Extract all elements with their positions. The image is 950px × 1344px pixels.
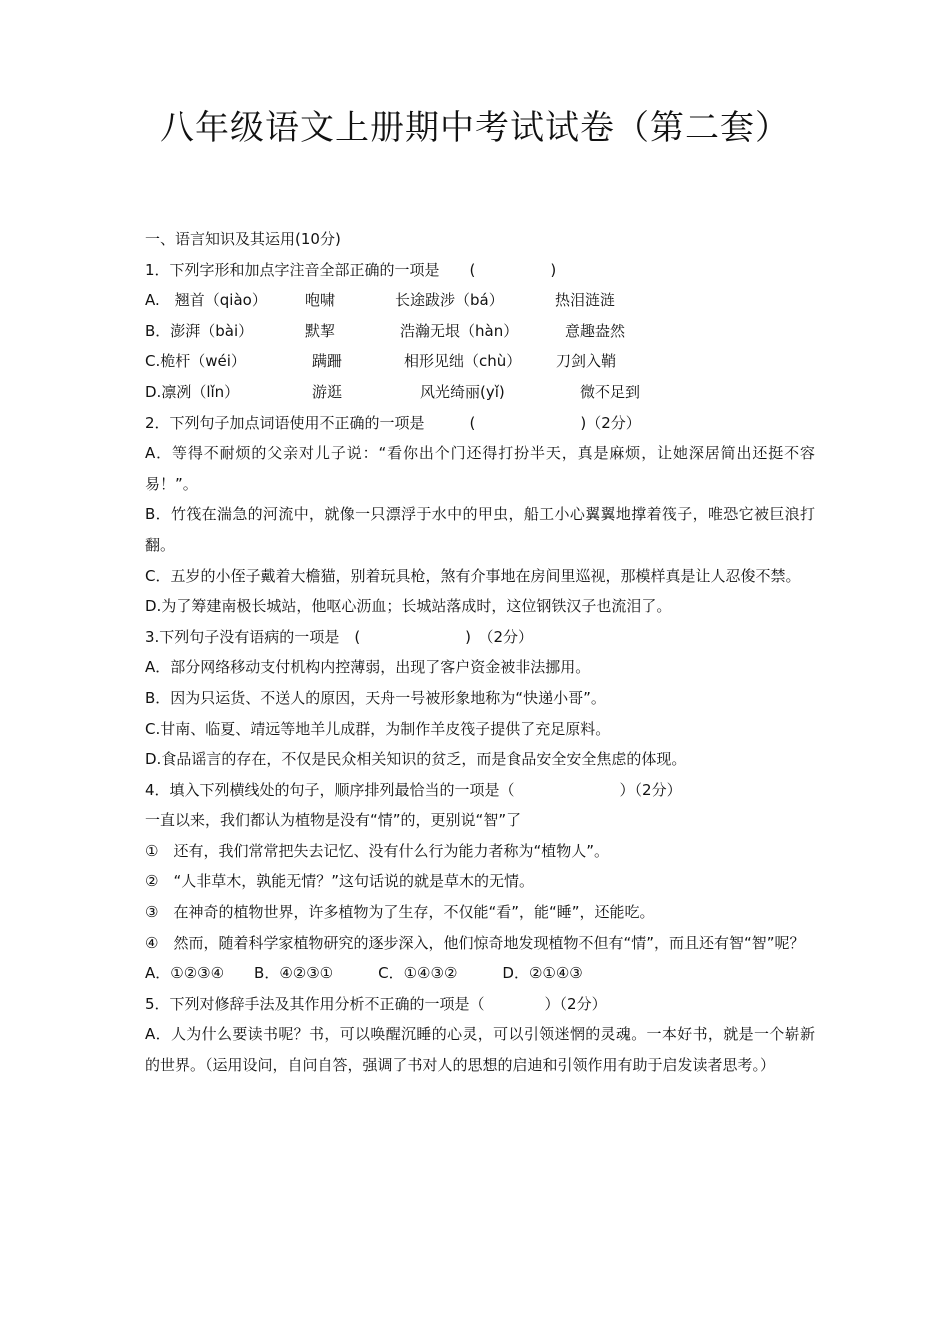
question-1-stem: 1．下列字形和加点字注音全部正确的一项是 ( ) xyxy=(145,260,557,279)
question-1-option-a xyxy=(145,285,815,316)
option-cell: 长途跋涉（bá） xyxy=(395,291,504,310)
question-2-option-b: B．竹筏在湍急的河流中，就像一只漂浮于水中的甲虫，船工小心翼翼地撑着筏子，唯恐它被巨浪打翻。 xyxy=(145,505,815,554)
question-4-sentence-3: ③ 在神奇的植物世界，许多植物为了生存，不仅能“看”，能“睡”，还能吃。 xyxy=(145,903,655,922)
option-cell: 意趣盎然 xyxy=(565,321,626,340)
question-3-option-d: D.食品谣言的存在，不仅是民众相关知识的贫乏，而是食品安全安全焦虑的体现。 xyxy=(145,750,687,769)
question-2-option-d: D.为了筹建南极长城站，他呕心沥血；长城站落成时，这位钢铁汉子也流泪了。 xyxy=(145,597,672,616)
exam-body xyxy=(145,224,815,1081)
option-cell: 风光绮丽(yǐ) xyxy=(420,382,505,401)
option-cell: 咆啸 xyxy=(305,291,336,310)
question-1-option-c xyxy=(145,346,815,377)
option-cell: 热泪涟涟 xyxy=(555,291,616,310)
option-cell: C.桅杆（wéi） xyxy=(145,352,246,371)
option-cell: A. 翘首（qiào） xyxy=(145,291,267,310)
option-cell: 相形见绌（chù） xyxy=(404,352,522,371)
question-3-stem: 3.下列句子没有语病的一项是 ( ) （2分） xyxy=(145,627,534,646)
question-3-option-b: B．因为只运货、不送人的原因，天舟一号被形象地称为“快递小哥”。 xyxy=(145,688,606,707)
option-cell: 刀剑入鞘 xyxy=(556,352,617,371)
question-4-sentence-4: ④ 然而，随着科学家植物研究的逐步深入，他们惊奇地发现植物不但有“情”，而且还有智“智”呢？ xyxy=(145,933,805,952)
question-4-sentence-2: ② “人非草木，孰能无情？”这句话说的就是草木的无情。 xyxy=(145,872,534,891)
question-4-options: A．①②③④ B．④②③① C．①④③② D．②①④③ xyxy=(145,964,583,983)
option-cell: 浩瀚无垠（hàn） xyxy=(400,321,519,340)
question-2-stem: 2．下列句子加点词语使用不正确的一项是 ( )（2分） xyxy=(145,413,641,432)
section-heading: 一、语言知识及其运用(10分) xyxy=(145,230,341,248)
question-5-stem: 5．下列对修辞手法及其作用分析不正确的一项是（ ）（2分） xyxy=(145,994,607,1013)
option-cell: 游逛 xyxy=(312,382,343,401)
option-cell: 默挈 xyxy=(305,321,336,340)
question-2-option-a: A．等得不耐烦的父亲对儿子说：“看你出个门还得打扮半天，真是麻烦，让她深居简出还挺不容易！”。 xyxy=(145,444,815,493)
question-3-option-c: C.甘南、临夏、靖远等地羊儿成群，为制作羊皮筏子提供了充足原料。 xyxy=(145,719,611,738)
question-5-option-a: A．人为什么要读书呢？书，可以唤醒沉睡的心灵，可以引领迷惘的灵魂。一本好书，就是一个崭新的世界。（运用设问，自问自答，强调了书对人的思想的启迪和引领作用有助于启发读者思考。） xyxy=(145,1025,815,1075)
question-3-option-a: A．部分网络移动支付机构内控薄弱，出现了客户资金被非法挪用。 xyxy=(145,658,591,677)
option-cell: 蹒跚 xyxy=(312,352,343,371)
option-cell: B．澎湃（bài） xyxy=(145,321,254,340)
question-1-option-d xyxy=(145,377,815,408)
question-4-stem: 4．填入下列横线处的句子，顺序排列最恰当的一项是（ ）（2分） xyxy=(145,780,682,799)
page-title: 八年级语文上册期中考试试卷（第二套） xyxy=(160,108,790,148)
question-4-intro: 一直以来，我们都认为植物是没有“情”的，更别说“智”了 xyxy=(145,811,522,830)
question-4-sentence-1: ① 还有，我们常常把失去记忆、没有什么行为能力者称为“植物人”。 xyxy=(145,841,609,860)
question-1-option-b xyxy=(145,316,815,347)
option-cell: 微不足到 xyxy=(580,382,641,401)
question-2-option-c: C．五岁的小侄子戴着大檐猫，别着玩具枪，煞有介事地在房间里巡视，那模样真是让人忍俊不禁。 xyxy=(145,566,801,585)
option-cell: D.凛冽（lǐn） xyxy=(145,382,240,401)
